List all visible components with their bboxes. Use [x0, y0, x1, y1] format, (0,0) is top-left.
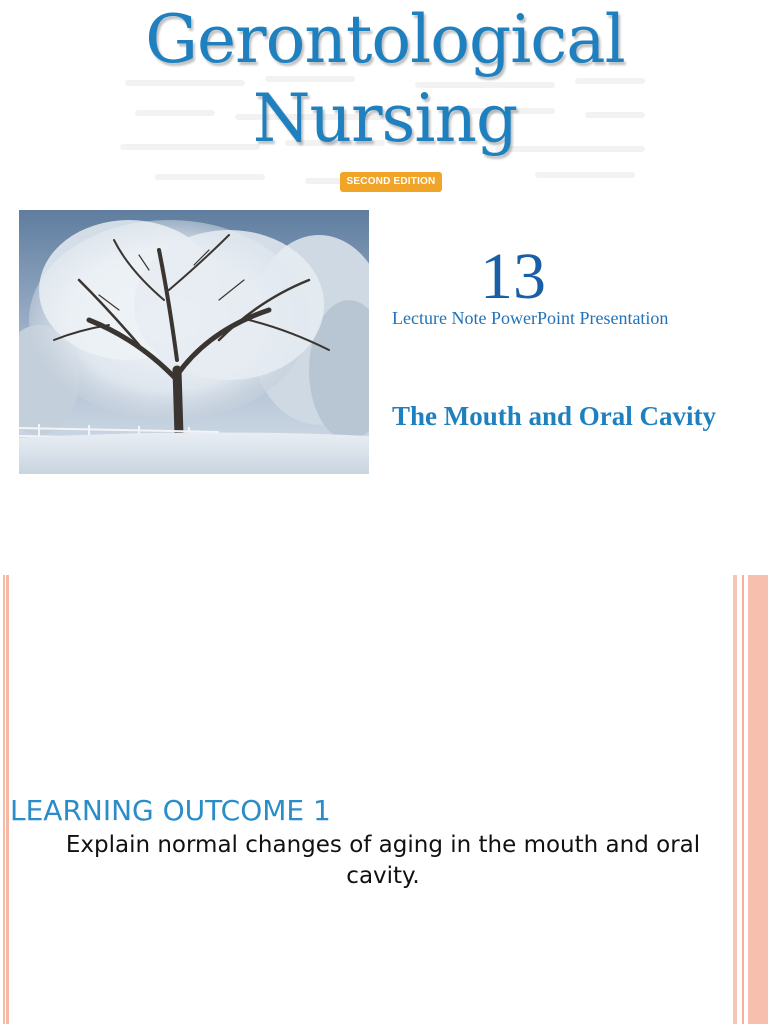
learning-outcome-slide — [0, 575, 768, 1024]
right-border-stripe — [748, 575, 768, 1024]
learning-outcome-text: Explain normal changes of aging in the mouth and oral cavity. — [65, 832, 701, 889]
book-title-line-2: Nursing — [252, 80, 518, 157]
snow-covered-tree-photo — [19, 210, 369, 474]
learning-outcome-heading: LEARNING OUTCOME 1 — [10, 794, 331, 827]
right-border-stripe — [733, 575, 737, 1024]
lecture-subtitle: Lecture Note PowerPoint Presentation — [392, 308, 669, 328]
right-border-stripe — [742, 575, 744, 1024]
left-border-stripe — [3, 575, 5, 1024]
chapter-title: The Mouth and Oral Cavity — [392, 401, 717, 431]
edition-badge: SECOND EDITION — [340, 172, 442, 192]
book-title-line-1: Gerontological — [145, 1, 625, 78]
book-title-banner — [115, 0, 655, 200]
chapter-number: 13 — [480, 240, 546, 313]
left-border-stripe — [6, 575, 9, 1024]
